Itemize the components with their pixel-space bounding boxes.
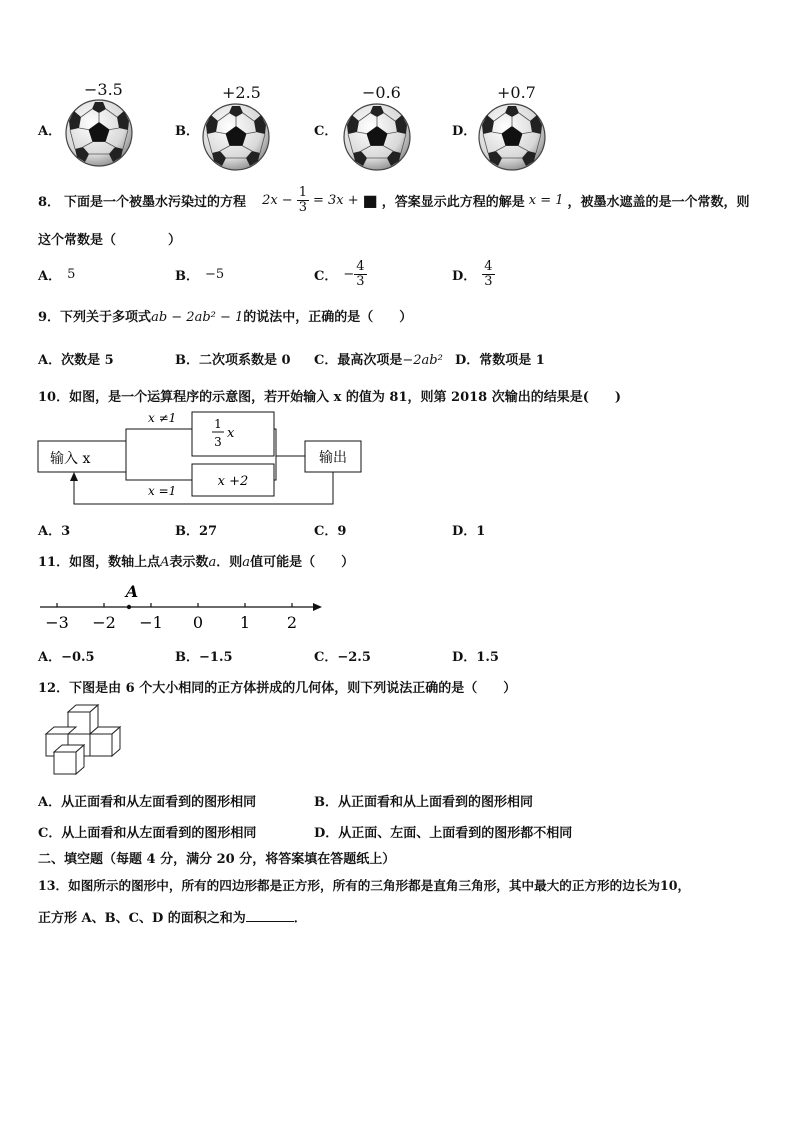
question-text: 的说法中，正确的是（ ） xyxy=(243,310,413,325)
q10-question: 10．如图，是一个运算程序的示意图，若开始输入 x 的值为 81，则第 2018 次输出的结果是( ) xyxy=(38,390,622,405)
option-value: 5 xyxy=(67,266,76,282)
q10-option-b: B．27 xyxy=(175,524,218,539)
point-a-dot xyxy=(127,605,131,609)
q9-option-b: B．二次项系数是 0 xyxy=(175,353,291,368)
question-text: 下列关于多项式 xyxy=(60,310,152,325)
option-letter: A． xyxy=(38,268,62,284)
operation-flowchart xyxy=(36,406,366,510)
section-heading: 二、填空题（每题 4 分，满分 20 分，将答案填在答题纸上） xyxy=(38,852,396,867)
soccer-ball-image xyxy=(477,101,547,173)
input-label: 输入 x xyxy=(50,451,91,467)
option-sign: − xyxy=(343,266,355,282)
polynomial: ab − 2ab² − 1 xyxy=(151,310,244,325)
question-number: 9． xyxy=(38,310,61,325)
q10-option-c: C．9 xyxy=(314,524,347,539)
point-a-label: A xyxy=(125,582,139,601)
q8-option-b xyxy=(175,256,224,292)
axis-tick-label: −1 xyxy=(139,613,163,632)
q12-option-c: C．从上面看和从左面看到的图形相同 xyxy=(38,826,257,841)
q11-option-c: C．−2.5 xyxy=(314,650,371,665)
q11-option-d: D．1.5 xyxy=(452,650,499,665)
soccer-ball-image xyxy=(201,101,271,173)
question-text: 下面是一个被墨水污染过的方程 xyxy=(64,194,247,210)
ball-label: +0.7 xyxy=(497,83,536,102)
equation-right: = 3x + xyxy=(312,192,359,208)
option-fraction: $\frac{4}{3}$ xyxy=(356,258,365,289)
q12-question: 12．下图是由 6 个大小相同的正方体拼成的几何体，则下列说法正确的是（ ） xyxy=(38,681,517,696)
axis-tick-label: −3 xyxy=(45,613,69,632)
q13-line1: 13．如图所示的图形中，所有的四边形都是正方形，所有的三角形都是直角三角形，其中最大的正方形的边长为10， xyxy=(38,878,691,893)
q9-question xyxy=(38,306,412,325)
q8-option-a xyxy=(38,256,75,292)
q11-question: 11．如图，数轴上点A表示数a．则a值可能是（ ） xyxy=(38,555,355,570)
axis-tick-label: 1 xyxy=(239,613,251,632)
question-text: ，被墨水遮盖的是一个常数，则 xyxy=(567,194,750,210)
output-label: 输出 xyxy=(319,450,347,466)
solution: x = 1 xyxy=(528,192,564,208)
option-letter: D． xyxy=(452,124,477,139)
q9-option-d: D．常数项是 1 xyxy=(455,353,545,368)
option-letter: A． xyxy=(38,124,62,139)
q12-option-d: D．从正面、左面、上面看到的图形都不相同 xyxy=(314,826,573,841)
soccer-ball-image xyxy=(64,97,134,169)
arrow-right-icon xyxy=(313,603,322,611)
answer-blank[interactable] xyxy=(246,921,294,922)
option-letter: C． xyxy=(314,124,338,139)
option-letter: C． xyxy=(314,268,338,284)
axis-tick-label: 0 xyxy=(192,613,204,632)
q8-option-c xyxy=(314,256,367,292)
op-top-numerator: 1 xyxy=(214,417,222,431)
q9-option-a: A．次数是 5 xyxy=(38,353,114,368)
condition-bottom: x =1 xyxy=(148,484,177,498)
option-letter: B． xyxy=(175,268,199,284)
q13-line2: 正方形 A、B、C、D 的面积之和为 ． xyxy=(38,911,307,926)
q12-option-b: B．从正面看和从上面看到的图形相同 xyxy=(314,795,534,810)
op-top-var: x xyxy=(227,426,235,441)
number-line xyxy=(36,582,328,634)
q11-option-a: A．−0.5 xyxy=(38,650,95,665)
soccer-ball-image xyxy=(342,101,412,173)
q8-option-d xyxy=(452,256,495,292)
option-value: −5 xyxy=(205,266,225,282)
equation-left: 2x − xyxy=(262,192,293,208)
ball-label: −0.6 xyxy=(362,83,401,102)
q11-option-b: B．−1.5 xyxy=(175,650,233,665)
ball-label: +2.5 xyxy=(222,83,261,102)
op-bottom-label: x +2 xyxy=(217,474,249,489)
equation-fraction: $\frac{1}{3}$ xyxy=(298,185,307,215)
q10-option-a: A．3 xyxy=(38,524,71,539)
question-text: ，答案显示此方程的解是 xyxy=(381,194,525,210)
op-top-denominator: 3 xyxy=(214,435,222,449)
ink-blot: ■ xyxy=(362,190,378,210)
option-letter: D． xyxy=(452,268,477,284)
axis-tick-label: −2 xyxy=(92,613,116,632)
axis-tick-label: 2 xyxy=(286,613,298,632)
q8-question xyxy=(38,186,750,214)
condition-top: x ≠1 xyxy=(148,411,177,425)
q12-option-a: A．从正面看和从左面看到的图形相同 xyxy=(38,795,257,810)
arrow-up-icon xyxy=(70,472,78,481)
q10-option-d: D．1 xyxy=(452,524,486,539)
cube-solid-figure xyxy=(40,702,126,782)
q8-line2: 这个常数是（ ） xyxy=(38,233,182,248)
q9-option-c: C．最高次项是−2ab² xyxy=(314,353,443,368)
ball-label: −3.5 xyxy=(84,80,123,99)
option-letter: B． xyxy=(175,124,199,139)
option-fraction: $\frac{4}{3}$ xyxy=(484,258,493,289)
question-number: 8． xyxy=(38,194,61,210)
